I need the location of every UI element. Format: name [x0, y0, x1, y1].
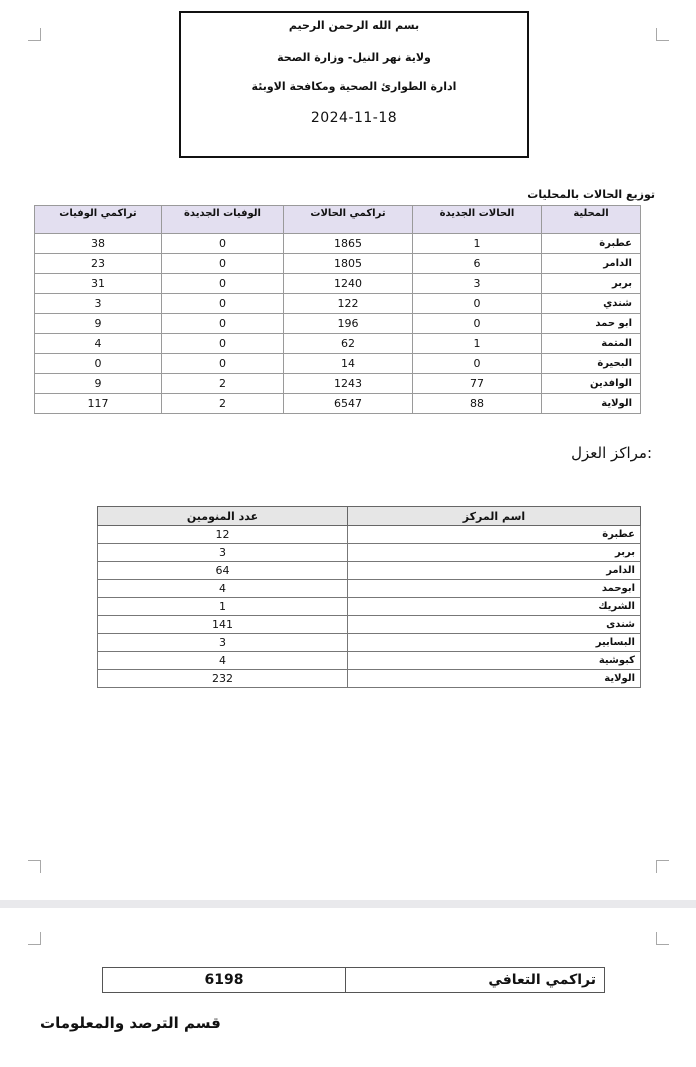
table-header-row: [35, 206, 641, 234]
table-cell: 3: [98, 544, 348, 562]
table-cell: 0: [413, 294, 542, 314]
table-row: [35, 314, 641, 334]
table-row: [98, 562, 641, 580]
table-cell: 2: [162, 394, 284, 414]
report-date: 2024-11-18: [310, 110, 398, 126]
table-row: [98, 616, 641, 634]
table-row: [98, 544, 641, 562]
table-cell: 1805: [284, 254, 413, 274]
table-cell: 0: [162, 274, 284, 294]
table-row: [98, 580, 641, 598]
table-cell: 88: [413, 394, 542, 414]
column-header: اسم المركز: [348, 507, 641, 526]
table-cell: 6547: [284, 394, 413, 414]
row-label-cell: ابو حمد: [542, 314, 641, 334]
row-label-cell: بربر: [542, 274, 641, 294]
table-cell: 1: [413, 334, 542, 354]
row-label-cell: عطبرة: [348, 526, 641, 544]
table-cell: 31: [35, 274, 162, 294]
table-cell: 0: [162, 354, 284, 374]
table-cell: 12: [98, 526, 348, 544]
recovery-label: تراكمي التعافي: [346, 968, 605, 993]
table-cell: 14: [284, 354, 413, 374]
row-label-cell: المتمة: [542, 334, 641, 354]
distribution-table: [34, 205, 641, 414]
table-cell: 4: [98, 652, 348, 670]
row-label-cell: البحيرة: [542, 354, 641, 374]
page-separator: [0, 900, 696, 908]
table-cell: 1: [413, 234, 542, 254]
table-cell: 6: [413, 254, 542, 274]
table-row: [35, 234, 641, 254]
table-cell: 64: [98, 562, 348, 580]
table-cell: 0: [162, 234, 284, 254]
row-label-cell: شندى: [348, 616, 641, 634]
crop-mark-icon: [28, 860, 41, 873]
distribution-title: توزيع الحالات بالمحليات: [527, 188, 655, 201]
table-cell: 0: [162, 334, 284, 354]
table-cell: 122: [284, 294, 413, 314]
table-cell: 3: [35, 294, 162, 314]
column-header: المحلية: [542, 206, 641, 234]
table-cell: 0: [162, 314, 284, 334]
table-row: [35, 394, 641, 414]
column-header: عدد المنومين: [98, 507, 348, 526]
column-header: تراكمي الحالات: [284, 206, 413, 234]
table-cell: 9: [35, 374, 162, 394]
row-label-cell: ابوحمد: [348, 580, 641, 598]
row-label-cell: كبوشية: [348, 652, 641, 670]
table-cell: 4: [98, 580, 348, 598]
table-cell: 3: [98, 634, 348, 652]
column-header: الحالات الجديدة: [413, 206, 542, 234]
row-label-cell: بربر: [348, 544, 641, 562]
table-cell: 1865: [284, 234, 413, 254]
table-row: [98, 526, 641, 544]
table-row: [35, 354, 641, 374]
department-name: ادارة الطوارئ الصحية ومكافحة الاوبئة: [251, 80, 457, 93]
letterhead-box: [179, 11, 529, 158]
table-cell: 1243: [284, 374, 413, 394]
table-cell: 38: [35, 234, 162, 254]
table-row: [98, 670, 641, 688]
row-label-cell: الولاية: [348, 670, 641, 688]
crop-mark-icon: [656, 860, 669, 873]
column-header: تراكمي الوفيات: [35, 206, 162, 234]
table-row: [35, 294, 641, 314]
row-label-cell: الولاية: [542, 394, 641, 414]
table-cell: 117: [35, 394, 162, 414]
table-row: [35, 254, 641, 274]
table-cell: 1: [98, 598, 348, 616]
table-row: [35, 274, 641, 294]
crop-mark-icon: [28, 932, 41, 945]
recovery-value: 6198: [103, 968, 346, 993]
table-cell: 4: [35, 334, 162, 354]
table-row: [35, 374, 641, 394]
table-cell: 196: [284, 314, 413, 334]
state-ministry: ولاية نهر النيل- وزارة الصحة: [277, 51, 431, 64]
column-header: الوفيات الجديدة: [162, 206, 284, 234]
table-cell: 141: [98, 616, 348, 634]
crop-mark-icon: [656, 28, 669, 41]
isolation-title: :مراكز العزل: [571, 444, 652, 462]
isolation-table: [97, 506, 641, 688]
table-row: [98, 634, 641, 652]
row-label-cell: الوافدين: [542, 374, 641, 394]
row-label-cell: البسابير: [348, 634, 641, 652]
row-label-cell: الشريك: [348, 598, 641, 616]
table-cell: 0: [162, 254, 284, 274]
table-cell: 0: [35, 354, 162, 374]
row-label-cell: عطبرة: [542, 234, 641, 254]
table-header-row: [98, 507, 641, 526]
table-row: [98, 598, 641, 616]
recovery-table: [102, 967, 605, 993]
row-label-cell: الدامر: [542, 254, 641, 274]
crop-mark-icon: [656, 932, 669, 945]
basmala: بسم الله الرحمن الرحيم: [288, 19, 420, 32]
table-row: [98, 652, 641, 670]
table-cell: 0: [162, 294, 284, 314]
table-cell: 9: [35, 314, 162, 334]
footer-department: قسم الترصد والمعلومات: [40, 1014, 221, 1032]
table-cell: 0: [413, 314, 542, 334]
table-cell: 77: [413, 374, 542, 394]
table-cell: 3: [413, 274, 542, 294]
table-cell: 62: [284, 334, 413, 354]
table-row: [35, 334, 641, 354]
table-cell: 0: [413, 354, 542, 374]
row-label-cell: الدامر: [348, 562, 641, 580]
row-label-cell: شندي: [542, 294, 641, 314]
table-row: [103, 968, 605, 993]
table-cell: 23: [35, 254, 162, 274]
table-cell: 2: [162, 374, 284, 394]
crop-mark-icon: [28, 28, 41, 41]
table-cell: 232: [98, 670, 348, 688]
table-cell: 1240: [284, 274, 413, 294]
